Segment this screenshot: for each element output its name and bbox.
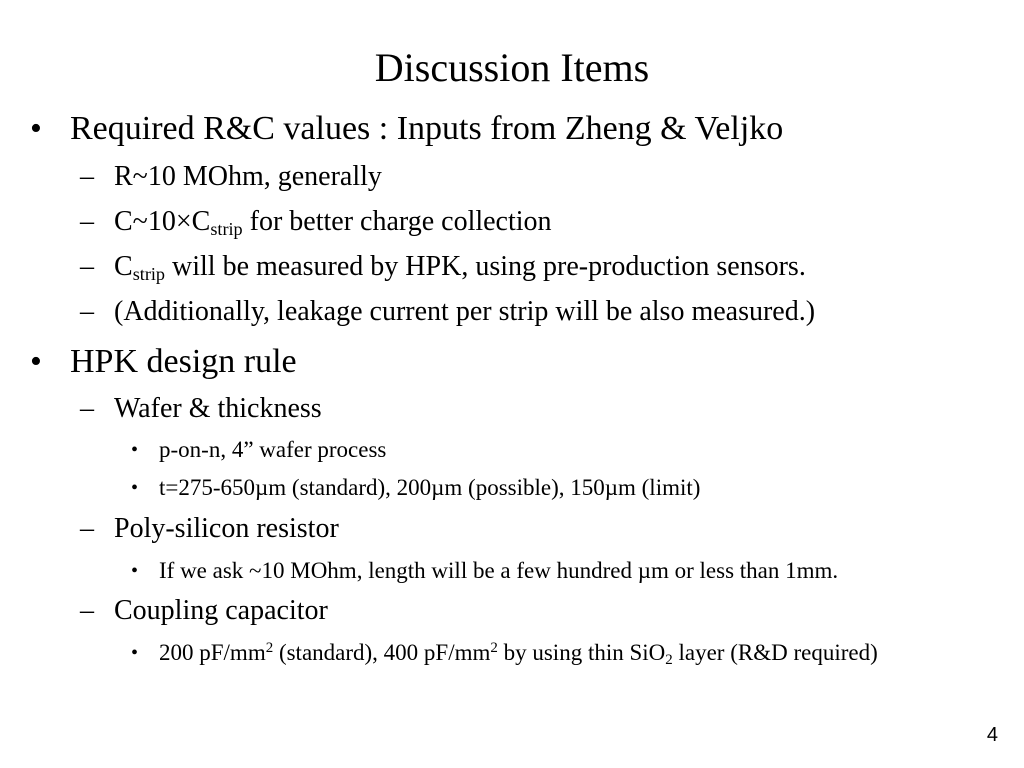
bullet-marker: • <box>30 343 42 380</box>
bullet-required-rc <box>30 109 784 149</box>
subitem-cstrip-measured <box>80 250 806 285</box>
subitem-text: Poly-silicon resistor <box>114 513 339 544</box>
subitem-text: Coupling capacitor <box>114 595 328 626</box>
dash-marker: – <box>80 161 94 192</box>
detail-capacitance-density <box>131 639 959 669</box>
page-number: 4 <box>986 724 998 746</box>
detail-text: p-on-n, 4” wafer process <box>159 437 387 462</box>
subitem-leakage <box>80 295 816 329</box>
bullet-hpk-design-rule <box>30 342 297 382</box>
detail-thickness <box>131 474 701 502</box>
detail-text: t=275-650µm (standard), 200µm (possible), 150µm (limit) <box>159 475 701 500</box>
dash-marker: – <box>80 595 94 626</box>
subitem-text: $C\sim 10\times C_{strip}$ for better charge collection <box>114 206 552 240</box>
dash-marker: – <box>80 251 94 282</box>
detail-text: 200 $pF/mm^2$ (standard), 400 $pF/mm^2$ by using thin SiO$_2$ layer (R&D required) <box>159 639 878 669</box>
subitem-coupling-capacitor <box>80 594 328 628</box>
dash-marker: – <box>80 513 94 544</box>
detail-wafer-process <box>131 436 387 464</box>
detail-resistor-length <box>131 557 839 585</box>
dash-marker: – <box>80 393 94 424</box>
subitem-text: R~10 MOhm, generally <box>114 161 382 192</box>
subitem-resistance <box>80 160 382 194</box>
subitem-text: (Additionally, leakage current per strip will be also measured.) <box>114 296 816 327</box>
times-symbol: × <box>175 206 192 237</box>
bullet-marker: • <box>30 110 42 147</box>
slide-title: Discussion Items <box>374 45 650 90</box>
bullet-marker: • <box>131 642 139 664</box>
subitem-wafer-thickness <box>80 392 322 426</box>
subitem-capacitance <box>80 205 552 240</box>
subitem-text: Wafer & thickness <box>114 393 322 424</box>
dash-marker: – <box>80 296 94 327</box>
detail-text: If we ask ~10 MOhm, length will be a few hundred µm or less than 1mm. <box>159 558 839 583</box>
bullet-text: Required R&C values : Inputs from Zheng & Veljko <box>70 110 784 147</box>
subitem-poly-silicon-resistor <box>80 512 339 546</box>
subitem-text: $C_{strip}$ will be measured by HPK, using pre-production sensors. <box>114 251 806 285</box>
bullet-text: HPK design rule <box>70 343 297 380</box>
bullet-marker: • <box>131 560 139 582</box>
bullet-marker: • <box>131 477 139 499</box>
bullet-marker: • <box>131 439 139 461</box>
dash-marker: – <box>80 206 94 237</box>
